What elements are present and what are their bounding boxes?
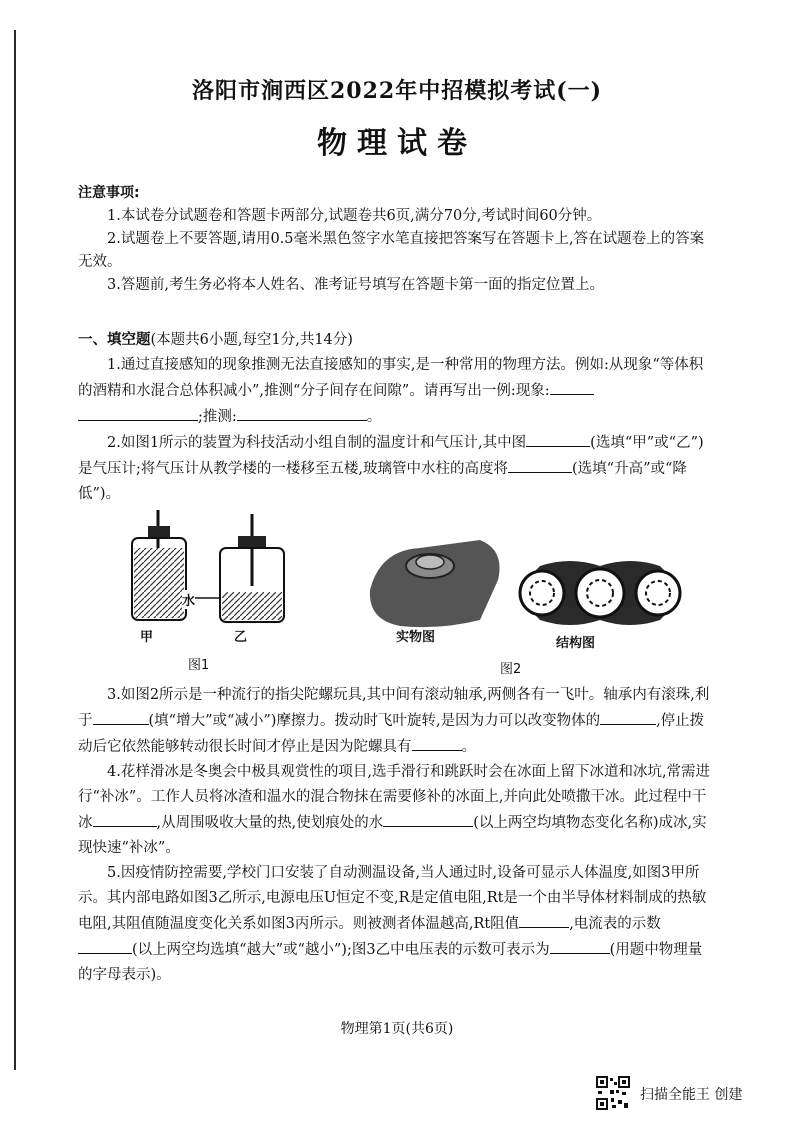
- answer-blank: [93, 810, 157, 827]
- q3-text-c: ,停止拨动后它依然能够转动很长时间才停止是因为陀螺具有: [78, 713, 705, 755]
- questions-lower: [78, 683, 714, 988]
- fig2-caption: 图2: [500, 662, 522, 677]
- q1-text-b: ;推测:: [198, 409, 237, 425]
- ball-ring-icon: [646, 581, 670, 605]
- stopper-icon: [148, 526, 170, 538]
- page-footer: 物理第1页(共6页): [340, 1021, 454, 1037]
- q5-text-a: 5.因疫情防控需要,学校门口安装了自动测温设备,当人通过时,设备可显示人体温度,如图3甲所示。其内部电路如图3乙所示,电源电压U恒定不变,R是定值电阻,Rt是一个由半导体材料制成的热敏电阻,其阻值随温度变化关系如图3丙所示。则被测者体温越高,Rt阻值: [78, 865, 707, 932]
- q1-text-a: 1.通过直接感知的现象推测无法直接感知的事实,是一种常用的物理方法。例如:从现象“等体积的酒精和水混合总体积减小”,推测“分子间存在间隙”。请再写出一例:现象:: [78, 357, 704, 399]
- answer-blank: [412, 734, 462, 751]
- figure-area: [110, 508, 710, 677]
- ball-ring-icon: [587, 580, 613, 606]
- water-label: 水: [182, 590, 195, 609]
- answer-blank: [600, 708, 656, 725]
- section-desc: (本题共6小题,每空1分,共14分): [150, 332, 353, 348]
- q4-text-a: 4.花样滑冰是冬奥会中极具观赏性的项目,选手滑行和跳跃时会在冰面上留下冰道和冰坑,常需进行“补冰”。工作人员将冰渣和温水的混合物抹在需要修补的冰面上,并向此处喷撒干冰。此过程中干冰: [78, 764, 711, 831]
- stopper-icon: [238, 536, 266, 548]
- section-heading: [78, 328, 714, 353]
- question-5: [78, 861, 714, 988]
- fig1-left-label: 甲: [140, 630, 154, 645]
- fill-in-section: [78, 328, 714, 507]
- answer-blank: [519, 911, 569, 928]
- answer-blank: [508, 456, 572, 473]
- notice-section: [78, 182, 714, 297]
- q2-text-a: 2.如图1所示的装置为科技活动小组自制的温度计和气压计,其中图: [107, 435, 527, 451]
- qr-code-icon: [596, 1076, 630, 1110]
- q5-text-b: ,电流表的示数: [569, 916, 661, 932]
- ball-ring-icon: [530, 581, 554, 605]
- answer-blank: [550, 378, 594, 395]
- q5-text-d: (用题中物理量的字母表示)。: [78, 942, 703, 983]
- answer-blank: [237, 404, 367, 421]
- answer-blank: [78, 937, 132, 954]
- q1-text-c: 。: [366, 409, 382, 425]
- answer-blank: [550, 937, 610, 954]
- q3-text-b: (填“增大”或“减小”)摩擦力。拨动时飞叶旋转,是因为力可以改变物体的: [148, 713, 601, 729]
- section-title: 一、填空题: [78, 332, 151, 348]
- paper-subject-title: 物理试卷: [317, 126, 477, 161]
- answer-blank: [526, 430, 590, 447]
- q5-text-c: (以上两空均选填“越大”或“越小”);图3乙中电压表的示数可表示为: [132, 942, 550, 958]
- fig1-caption: 图1: [188, 658, 210, 673]
- fig2-photo-label: 实物图: [396, 630, 436, 645]
- notice-heading: 注意事项:: [78, 185, 140, 201]
- q2-text-c: (选填“升高”或“降低”)。: [78, 461, 687, 502]
- fig1-right-label: 乙: [234, 630, 248, 645]
- notice-item-2: 2.试题卷上不要答题,请用0.5毫米黑色签字水笔直接把答案写在答题卡上,答在试题卷上的答案无效。: [78, 231, 705, 270]
- answer-blank: [93, 708, 149, 725]
- notice-item-1: 1.本试卷分试题卷和答题卡两部分,试题卷共6页,满分70分,考试时间60分钟。: [107, 208, 602, 224]
- question-2: [78, 430, 714, 507]
- question-1: [78, 353, 714, 430]
- q2-text-b: (选填“甲”或“乙”)是气压计;将气压计从教学楼的一楼移至五楼,玻璃管中水柱的高度将: [78, 435, 704, 477]
- bearing-icon: [416, 555, 444, 569]
- scan-edge-line: [14, 30, 16, 1070]
- notice-item-3: 3.答题前,考生务必将本人姓名、准考证号填写在答题卡第一面的指定位置上。: [107, 277, 604, 293]
- answer-blank: [383, 810, 473, 827]
- question-3: [78, 683, 714, 760]
- scanner-brand: 扫描全能王 创建: [640, 1087, 743, 1103]
- q4-text-c: (以上两空均填物态变化名称)成冰,实现快速“补冰”。: [78, 815, 707, 856]
- water-fill-icon: [134, 548, 184, 618]
- question-4: [78, 760, 714, 861]
- q4-text-b: ,从周围吸收大量的热,使划痕处的水: [156, 815, 384, 831]
- q3-text-d: 。: [461, 739, 476, 755]
- exam-title: 洛阳市涧西区2022年中招模拟考试(一): [191, 78, 603, 104]
- answer-blank: [78, 404, 198, 421]
- spinner-photo: [360, 530, 510, 640]
- hand-icon: [370, 540, 500, 627]
- fig2-struct-label: 结构图: [556, 636, 596, 651]
- water-fill-icon: [222, 592, 282, 620]
- spinner-structure: [510, 548, 690, 638]
- q3-text-a: 3.如图2所示是一种流行的指尖陀螺玩具,其中间有滚动轴承,两侧各有一飞叶。轴承内有滚珠,利于: [78, 687, 710, 729]
